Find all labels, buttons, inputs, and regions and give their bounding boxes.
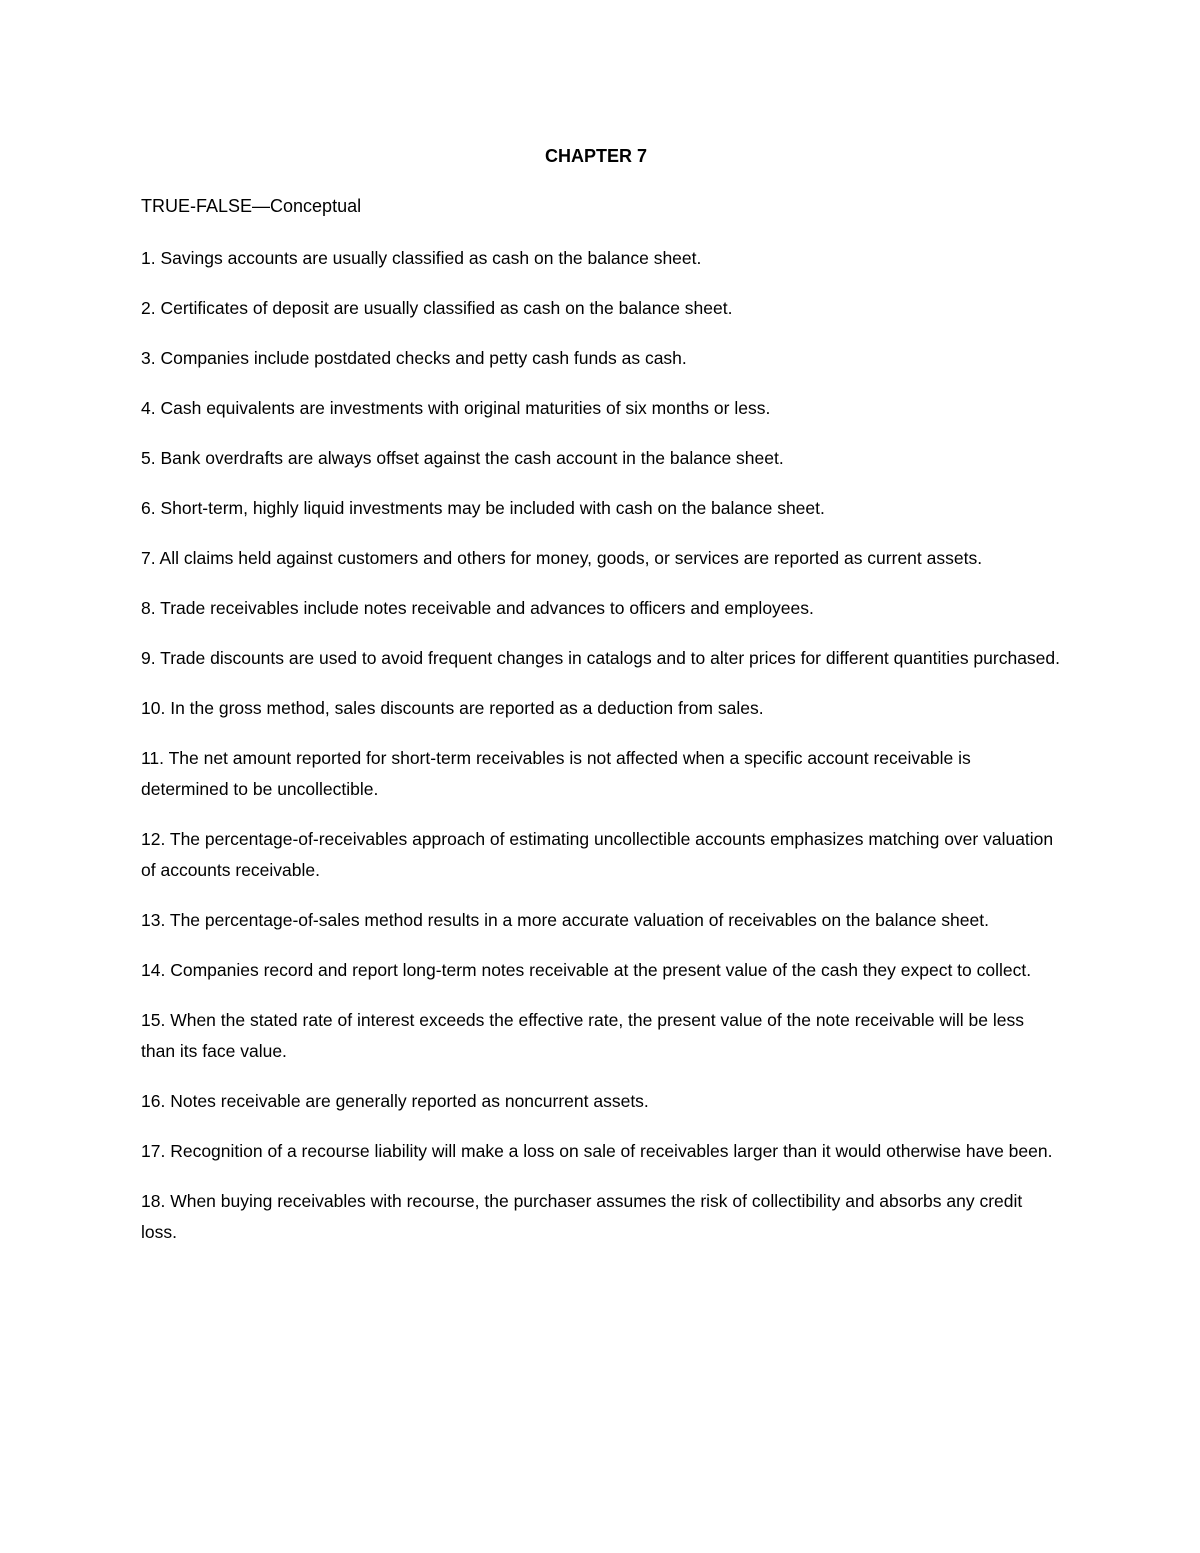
question-text: When buying receivables with recourse, the purchaser assumes the risk of collectibility and absorbs any credit loss. (141, 1191, 1023, 1242)
question-item (141, 1186, 1061, 1248)
question-item (141, 493, 1061, 524)
question-item (141, 1136, 1061, 1167)
question-item (141, 593, 1061, 624)
question-list (141, 243, 1061, 1267)
question-text: In the gross method, sales discounts are reported as a deduction from sales. (170, 698, 764, 718)
question-number: 4. (141, 398, 156, 418)
question-number: 6. (141, 498, 156, 518)
question-text: Cash equivalents are investments with original maturities of six months or less. (160, 398, 771, 418)
question-item (141, 443, 1061, 474)
question-number: 18. (141, 1191, 166, 1211)
question-item (141, 293, 1061, 324)
question-number: 14. (141, 960, 166, 980)
question-number: 15. (141, 1010, 166, 1030)
question-item (141, 693, 1061, 724)
question-item (141, 243, 1061, 274)
question-number: 10. (141, 698, 166, 718)
question-text: Short-term, highly liquid investments may be included with cash on the balance sheet. (160, 498, 825, 518)
question-item (141, 1086, 1061, 1117)
question-number: 7. (141, 548, 156, 568)
section-heading: TRUE-FALSE—Conceptual (141, 196, 362, 216)
question-item (141, 1005, 1061, 1067)
question-number: 3. (141, 348, 156, 368)
question-number: 2. (141, 298, 156, 318)
question-item (141, 955, 1061, 986)
question-text: All claims held against customers and others for money, goods, or services are reported as current assets. (159, 548, 983, 568)
question-item (141, 643, 1061, 674)
question-text: Companies include postdated checks and petty cash funds as cash. (160, 348, 687, 368)
question-number: 13. (141, 910, 166, 930)
question-text: The percentage-of-receivables approach of estimating uncollectible accounts emphasizes matching over valuation of accounts receivable. (141, 829, 1054, 880)
question-text: Trade discounts are used to avoid frequent changes in catalogs and to alter prices for different quantities purchased. (160, 648, 1061, 668)
question-number: 1. (141, 248, 156, 268)
question-number: 8. (141, 598, 156, 618)
question-text: Companies record and report long-term notes receivable at the present value of the cash they expect to collect. (170, 960, 1032, 980)
question-item (141, 824, 1061, 886)
question-number: 11. (141, 748, 165, 768)
question-text: The percentage-of-sales method results in a more accurate valuation of receivables on the balance sheet. (169, 910, 989, 930)
question-text: The net amount reported for short-term receivables is not affected when a specific account receivable is determined to be uncollectible. (141, 748, 971, 799)
question-number: 12. (141, 829, 166, 849)
question-item (141, 743, 1061, 805)
question-number: 9. (141, 648, 156, 668)
question-text: Recognition of a recourse liability will make a loss on sale of receivables larger than it would otherwise have been. (170, 1141, 1053, 1161)
question-number: 16. (141, 1091, 166, 1111)
question-text: Savings accounts are usually classified as cash on the balance sheet. (160, 248, 702, 268)
question-text: Certificates of deposit are usually classified as cash on the balance sheet. (160, 298, 733, 318)
question-text: When the stated rate of interest exceeds the effective rate, the present value of the note receivable will be less than its face value. (141, 1010, 1024, 1061)
question-item (141, 543, 1061, 574)
question-number: 5. (141, 448, 156, 468)
question-text: Notes receivable are generally reported as noncurrent assets. (170, 1091, 649, 1111)
question-item (141, 343, 1061, 374)
question-text: Bank overdrafts are always offset against the cash account in the balance sheet. (160, 448, 784, 468)
question-text: Trade receivables include notes receivable and advances to officers and employees. (160, 598, 814, 618)
question-number: 17. (141, 1141, 166, 1161)
question-item (141, 393, 1061, 424)
chapter-title: CHAPTER 7 (544, 146, 647, 166)
question-item (141, 905, 1061, 936)
